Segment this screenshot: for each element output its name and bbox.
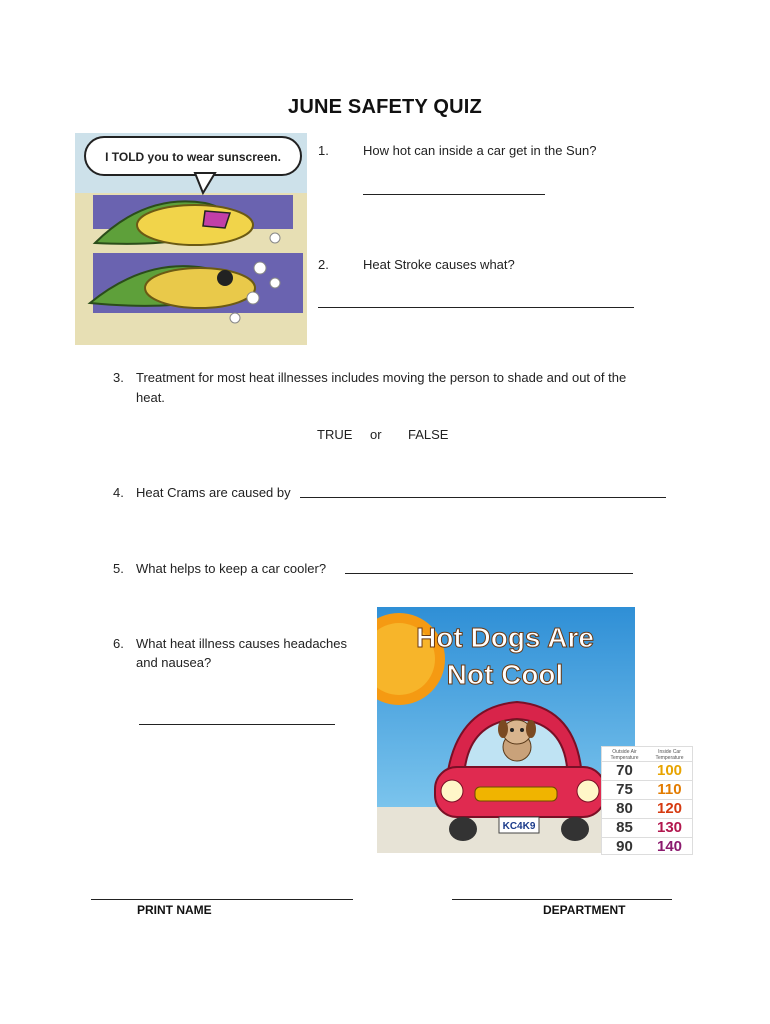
outside-temp-value: 80: [616, 800, 633, 817]
question-5-text: What helps to keep a car cooler?: [136, 561, 327, 576]
outside-temp-value: 75: [616, 781, 633, 798]
headline-line-1: Hot Dogs Are: [416, 622, 594, 653]
question-3-text-cont: heat.: [136, 390, 165, 405]
license-plate: KC4K9: [502, 821, 536, 832]
answer-line-1[interactable]: [363, 194, 545, 195]
department-label: DEPARTMENT: [543, 903, 626, 917]
answer-line-6[interactable]: [139, 724, 335, 725]
outside-temp-value: 85: [616, 819, 633, 836]
speech-text: I TOLD you to wear sunscreen.: [105, 150, 281, 164]
page-title: JUNE SAFETY QUIZ: [288, 96, 482, 118]
inside-temp-value: 120: [656, 800, 683, 817]
question-6-text: What heat illness causes headaches: [136, 636, 348, 651]
temperature-row: [602, 761, 692, 780]
sunscreen-corn-cartoon: [75, 133, 307, 345]
temperature-row: [602, 837, 692, 856]
inside-temp-value: 140: [656, 838, 683, 855]
question-1-number: 1.: [318, 143, 329, 158]
department-line[interactable]: [452, 899, 672, 900]
question-6-number: 6.: [113, 636, 124, 651]
temperature-table: [601, 746, 693, 855]
temperature-row: [602, 818, 692, 837]
question-3-text: Treatment for most heat illnesses includes moving the person to shade and out of the: [136, 370, 627, 385]
question-4-text: Heat Crams are caused by: [136, 485, 291, 500]
hot-dogs-not-cool-poster: [377, 607, 635, 853]
outside-temp-value: 90: [616, 838, 633, 855]
answer-line-4[interactable]: [300, 497, 666, 498]
question-1-text: How hot can inside a car get in the Sun?: [363, 143, 597, 158]
temperature-row: [602, 780, 692, 799]
answer-line-2[interactable]: [318, 307, 634, 308]
headline-line-2: Not Cool: [446, 659, 564, 690]
question-5-number: 5.: [113, 561, 124, 576]
question-2-text: Heat Stroke causes what?: [363, 257, 515, 272]
inside-temp-value: 110: [657, 781, 682, 798]
question-4-number: 4.: [113, 485, 124, 500]
temperature-row: [602, 799, 692, 818]
question-2-number: 2.: [318, 257, 329, 272]
question-3-number: 3.: [113, 370, 124, 385]
print-name-label: PRINT NAME: [137, 903, 212, 917]
false-option[interactable]: FALSE: [408, 427, 449, 442]
inside-temp-value: 100: [656, 762, 683, 779]
outside-temp-header: Outside Air Temperature: [610, 749, 639, 761]
print-name-line[interactable]: [91, 899, 353, 900]
inside-temp-value: 130: [656, 819, 683, 836]
or-label: or: [370, 427, 382, 442]
question-6-text-cont: and nausea?: [136, 655, 212, 670]
inside-temp-header: Inside Car Temperature: [655, 749, 684, 761]
outside-temp-value: 70: [616, 762, 633, 779]
answer-line-5[interactable]: [345, 573, 633, 574]
true-option[interactable]: TRUE: [317, 427, 353, 442]
